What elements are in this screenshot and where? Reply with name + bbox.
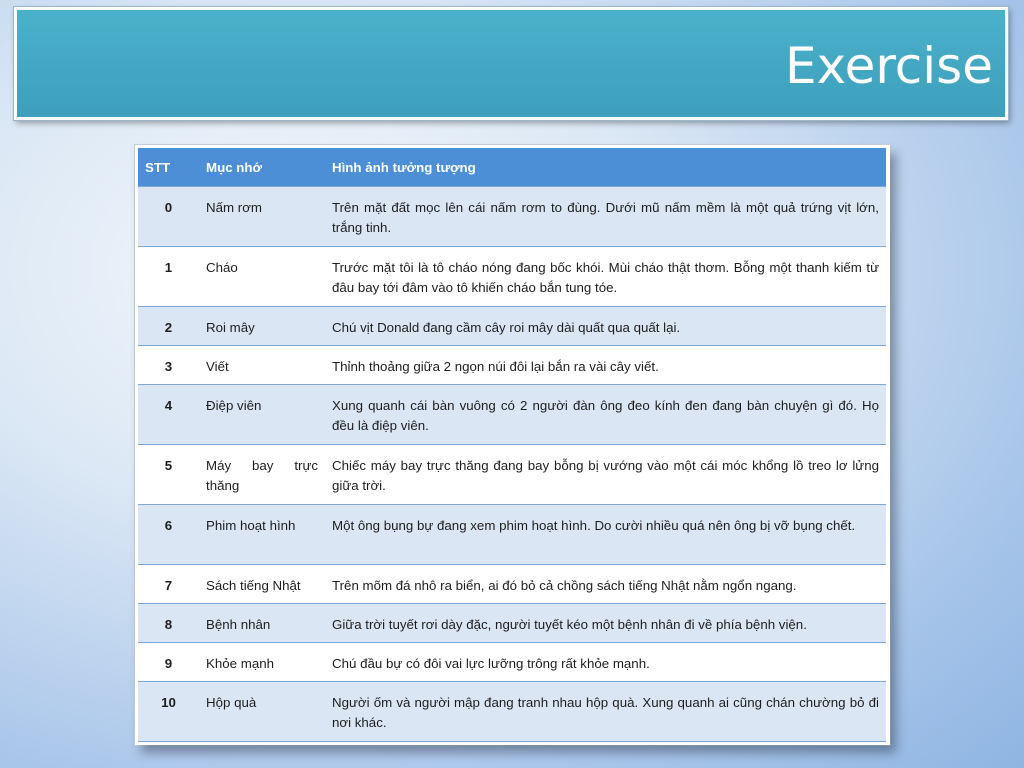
row-item: Cháo — [199, 247, 325, 307]
row-item: Sách tiếng Nhật — [199, 565, 325, 604]
row-stt: 0 — [138, 187, 199, 247]
table-row — [138, 643, 886, 682]
row-image: Trên mặt đất mọc lên cái nấm rơm to đùng. Dưới mũ nấm mềm là một quả trứng vịt lớn, trắng tinh. — [325, 187, 886, 247]
row-item: Viết — [199, 346, 325, 385]
header-item: Mục nhớ — [199, 148, 325, 187]
row-stt: 10 — [138, 682, 199, 742]
row-stt: 9 — [138, 643, 199, 682]
table-row — [138, 307, 886, 346]
header-stt: STT — [138, 148, 199, 187]
row-stt: 8 — [138, 604, 199, 643]
table-card — [135, 145, 890, 745]
row-item: Bệnh nhân — [199, 604, 325, 643]
table-row — [138, 346, 886, 385]
table-row — [138, 565, 886, 604]
row-image: Người ốm và người mập đang tranh nhau hộp quà. Xung quanh ai cũng chán chường bỏ đi nơi khác. — [325, 682, 886, 742]
memory-table — [138, 148, 886, 742]
table-row — [138, 247, 886, 307]
row-item: Điệp viên — [199, 385, 325, 445]
row-item: Phim hoạt hình — [199, 505, 325, 565]
row-image: Xung quanh cái bàn vuông có 2 người đàn ông đeo kính đen đang bàn chuyện gì đó. Họ đều là điệp viên. — [325, 385, 886, 445]
row-image: Một ông bụng bự đang xem phim hoạt hình. Do cười nhiều quá nên ông bị vỡ bụng chết. — [325, 505, 886, 565]
title-banner — [14, 7, 1008, 120]
table-row — [138, 445, 886, 505]
slide-title: Exercise — [784, 37, 993, 95]
row-stt: 5 — [138, 445, 199, 505]
row-item: Khỏe mạnh — [199, 643, 325, 682]
row-item: Nấm rơm — [199, 187, 325, 247]
table-row — [138, 505, 886, 565]
table-row — [138, 682, 886, 742]
row-stt: 7 — [138, 565, 199, 604]
table-header-row — [138, 148, 886, 187]
row-stt: 4 — [138, 385, 199, 445]
row-image: Chú vịt Donald đang cầm cây roi mây dài quất qua quất lại. — [325, 307, 886, 346]
row-image: Giữa trời tuyết rơi dày đặc, người tuyết kéo một bệnh nhân đi về phía bệnh viện. — [325, 604, 886, 643]
row-item: Hộp quà — [199, 682, 325, 742]
row-image: Thỉnh thoảng giữa 2 ngọn núi đôi lại bắn ra vài cây viết. — [325, 346, 886, 385]
row-image: Trước mặt tôi là tô cháo nóng đang bốc khói. Mùi cháo thật thơm. Bỗng một thanh kiếm từ đâu bay tới đâm vào tô khiến cháo bắn tung tóe. — [325, 247, 886, 307]
header-image: Hình ảnh tưởng tượng — [325, 148, 886, 187]
row-item: Roi mây — [199, 307, 325, 346]
row-image: Chiếc máy bay trực thăng đang bay bỗng bị vướng vào một cái móc khổng lồ treo lơ lửng giữa trời. — [325, 445, 886, 505]
row-item: Máy bay trực thăng — [199, 445, 325, 505]
table-row — [138, 604, 886, 643]
table-row — [138, 187, 886, 247]
row-stt: 3 — [138, 346, 199, 385]
row-stt: 6 — [138, 505, 199, 565]
row-image: Chú đầu bự có đôi vai lực lưỡng trông rất khỏe mạnh. — [325, 643, 886, 682]
row-stt: 2 — [138, 307, 199, 346]
row-image: Trên mõm đá nhô ra biển, ai đó bỏ cả chồng sách tiếng Nhật nằm ngổn ngang. — [325, 565, 886, 604]
row-stt: 1 — [138, 247, 199, 307]
table-row — [138, 385, 886, 445]
